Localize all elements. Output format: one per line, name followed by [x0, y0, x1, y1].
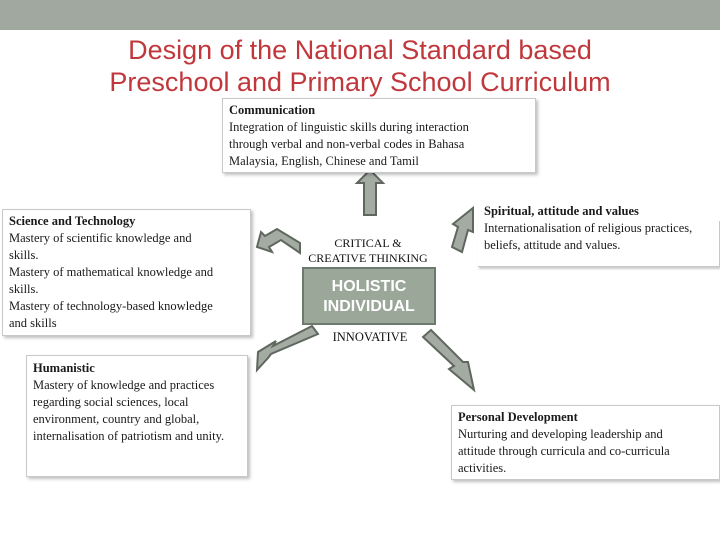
science-line: Mastery of scientific knowledge and — [9, 231, 192, 245]
innovative-label: INNOVATIVE — [332, 330, 408, 344]
critical-thinking-label — [300, 236, 436, 266]
science-technology-box — [2, 209, 251, 336]
arrow-up-right — [452, 208, 473, 252]
communication-box — [222, 98, 536, 173]
personal-line: activities. — [458, 461, 507, 475]
spiritual-line: Internationalisation of religious practices, — [484, 221, 693, 235]
critical-line-1: CRITICAL & — [334, 236, 402, 250]
arrow-up — [357, 170, 383, 215]
humanistic-line: regarding social sciences, local — [33, 395, 189, 409]
title-line-1: Design of the National Standard based — [128, 35, 592, 65]
communication-heading: Communication — [229, 103, 316, 117]
communication-line: Malaysia, English, Chinese and Tamil — [229, 154, 419, 168]
humanistic-line: Mastery of knowledge and practices — [33, 378, 215, 392]
humanistic-line: environment, country and global, — [33, 412, 200, 426]
spiritual-line: beliefs, attitude and values. — [484, 238, 621, 252]
personal-line: attitude through curricula and co-curricula — [458, 444, 670, 458]
holistic-line-1: HOLISTIC — [331, 278, 407, 295]
spiritual-block — [484, 203, 720, 254]
personal-heading: Personal Development — [458, 410, 578, 424]
spiritual-heading: Spiritual, attitude and values — [484, 204, 639, 218]
holistic-line-2: INDIVIDUAL — [323, 298, 415, 315]
holistic-individual-box — [302, 267, 436, 325]
science-line: Mastery of technology-based knowledge — [9, 299, 213, 313]
humanistic-line: internalisation of patriotism and unity. — [33, 429, 225, 443]
communication-line: Integration of linguistic skills during interaction — [229, 120, 469, 134]
critical-line-2: CREATIVE THINKING — [308, 251, 428, 265]
personal-line: Nurturing and developing leadership and — [458, 427, 663, 441]
communication-line: through verbal and non-verbal codes in Bahasa — [229, 137, 465, 151]
science-line: Mastery of mathematical knowledge and — [9, 265, 214, 279]
humanistic-box — [26, 355, 248, 477]
arrow-left — [257, 229, 300, 253]
humanistic-heading: Humanistic — [33, 361, 95, 375]
science-line: and skills — [9, 316, 57, 330]
personal-development-box — [451, 405, 720, 480]
title-line-2: Preschool and Primary School Curriculum — [109, 67, 611, 97]
science-line: skills. — [9, 282, 39, 296]
science-line: skills. — [9, 248, 39, 262]
science-heading: Science and Technology — [9, 214, 136, 228]
